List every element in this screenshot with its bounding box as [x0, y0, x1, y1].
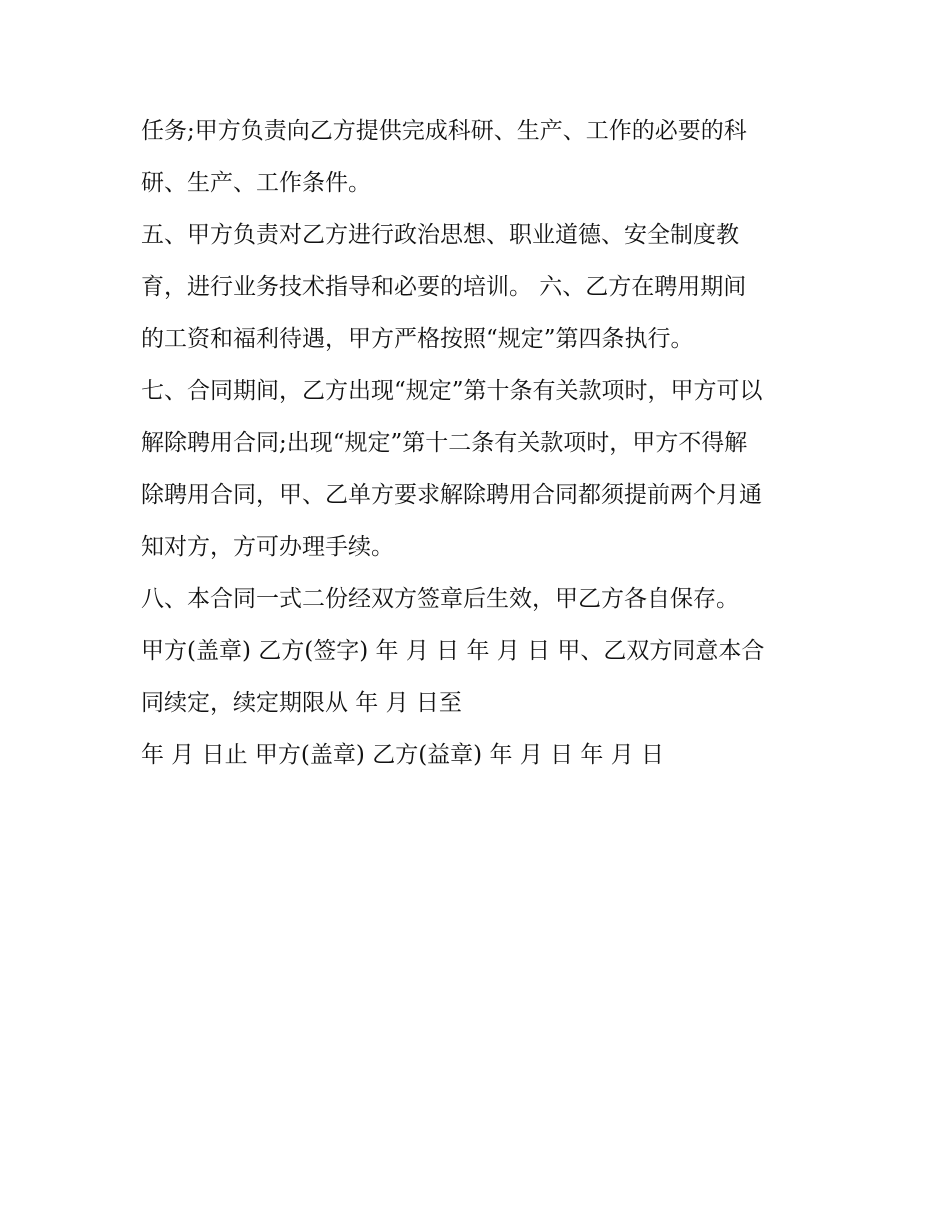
text-line-12: 同续定，续定期限从 年 月 日至 [141, 690, 462, 716]
text-line-11: 甲方(盖章) 乙方(签字) 年 月 日 年 月 日 甲、乙双方同意本合 [141, 638, 765, 664]
text-line-13: 年 月 日止 甲方(盖章) 乙方(益章) 年 月 日 年 月 日 [141, 742, 665, 768]
document-body [141, 110, 821, 786]
text-line-2: 研、生产、工作条件。 [141, 170, 371, 196]
text-line-6: 七、合同期间，乙方出现“规定”第十条有关款项时，甲方可以 [141, 378, 763, 404]
text-line-4: 育，进行业务技术指导和必要的培训。 六、乙方在聘用期间 [141, 274, 747, 300]
text-line-5: 的工资和福利待遇，甲方严格按照“规定”第四条执行。 [141, 326, 694, 352]
text-line-1: 任务;甲方负责向乙方提供完成科研、生产、工作的必要的科 [141, 118, 747, 144]
text-line-3: 五、甲方负责对乙方进行政治思想、职业道德、安全制度教 [141, 222, 739, 248]
text-line-7: 解除聘用合同;出现“规定”第十二条有关款项时，甲方不得解 [141, 430, 748, 456]
text-line-8: 除聘用合同，甲、乙单方要求解除聘用合同都须提前两个月通 [141, 482, 762, 508]
text-line-9: 知对方，方可办理手续。 [141, 534, 394, 560]
text-line-10: 八、本合同一式二份经双方签章后生效，甲乙方各自保存。 [141, 586, 739, 612]
